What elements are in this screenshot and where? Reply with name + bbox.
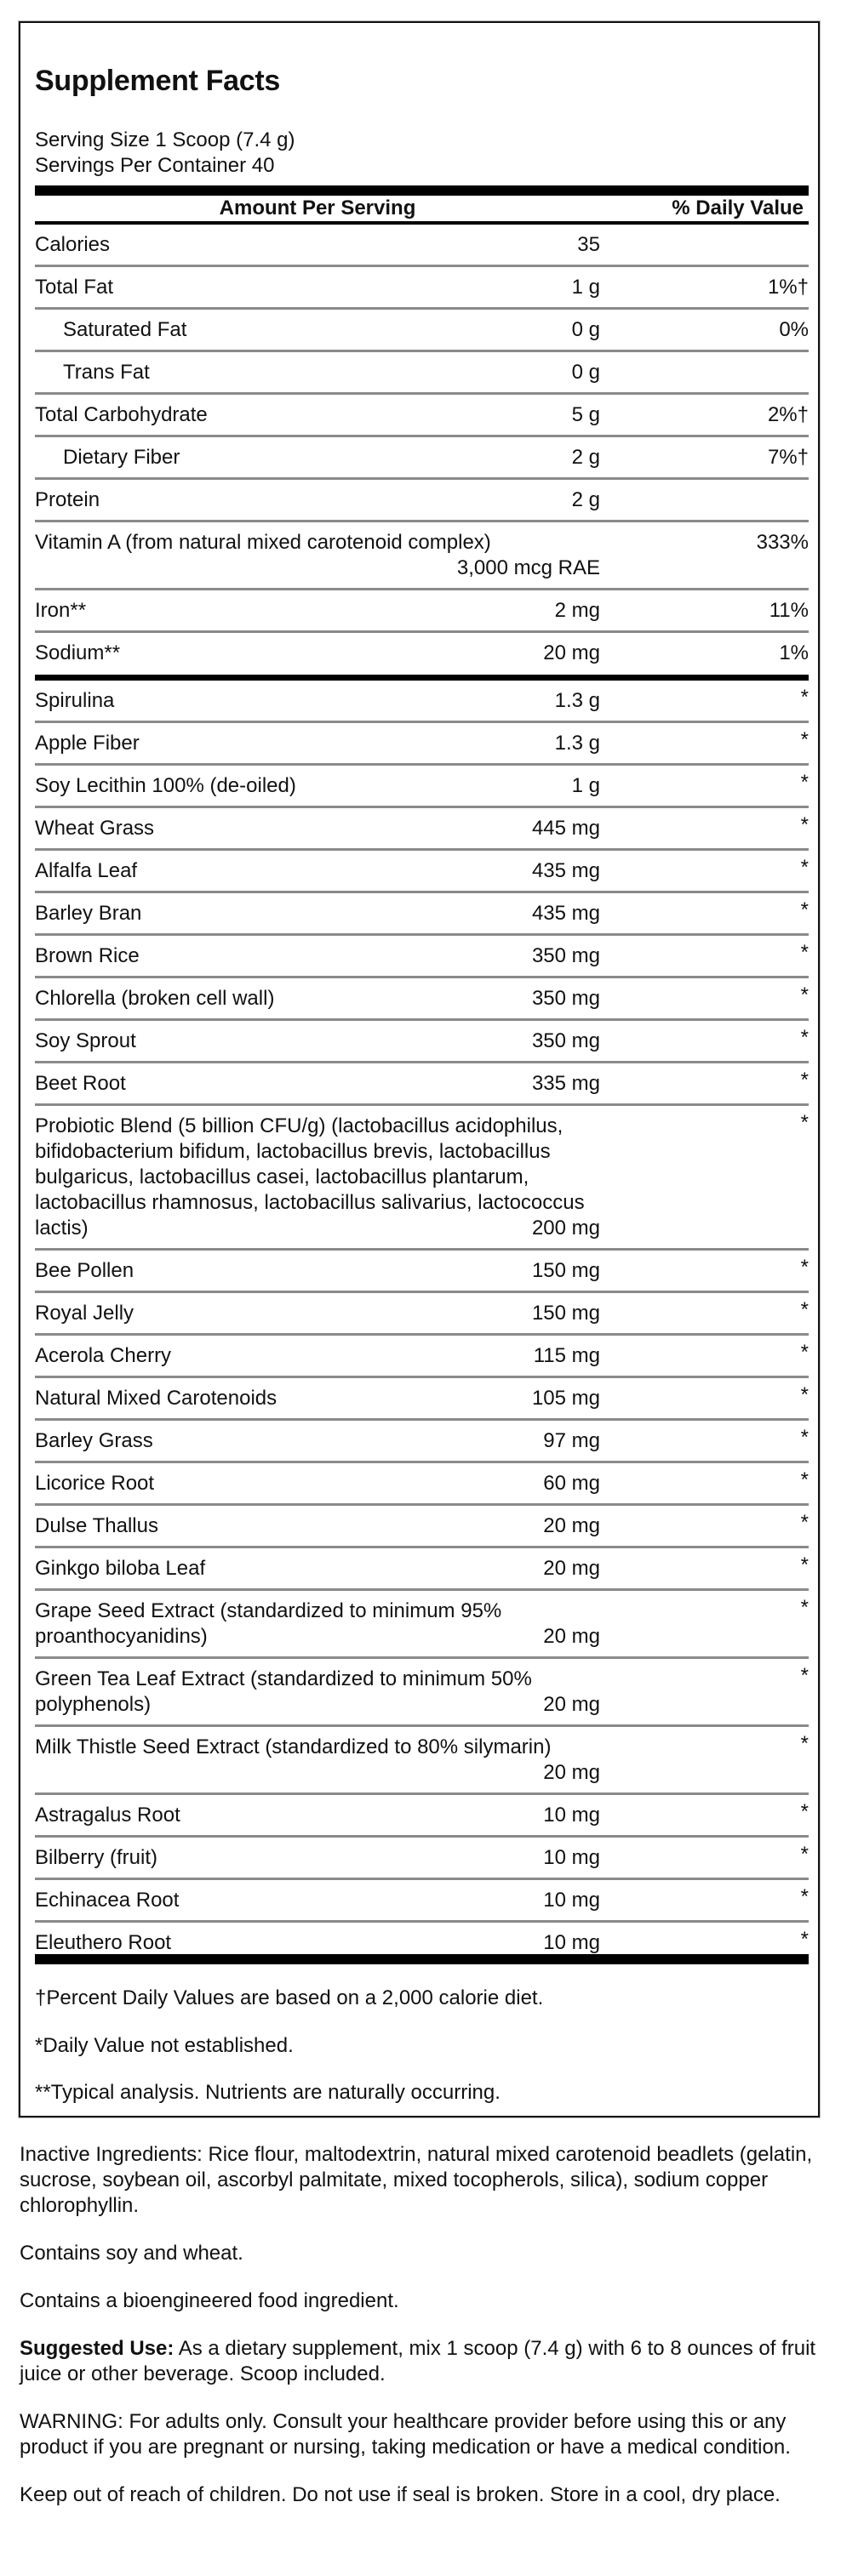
warning: WARNING: For adults only. Consult your healthcare provider before using this or any product if you are pregnant or nursing, taking medication or have a medical condition. — [20, 2410, 791, 2459]
table-row — [35, 1506, 809, 1548]
row-daily-value: * — [800, 1596, 809, 1619]
row-amount: 105 mg — [531, 1387, 600, 1410]
row-amount: 150 mg — [531, 1302, 600, 1325]
row-amount: 115 mg — [533, 1344, 600, 1367]
row-name: Trans Fat — [63, 361, 150, 384]
bioengineered-statement: Contains a bioengineered food ingredient. — [20, 2289, 399, 2312]
row-name: Saturated Fat — [63, 318, 187, 341]
row-name: Sodium** — [35, 641, 121, 664]
row-amount: 20 mg — [543, 1693, 600, 1716]
row-amount: 1.3 g — [554, 689, 600, 712]
table-row — [35, 1880, 809, 1923]
table-row — [35, 1336, 809, 1378]
row-daily-value: * — [800, 1800, 809, 1823]
row-daily-value: * — [800, 1843, 809, 1866]
row-name: Green Tea Leaf Extract (standardized to minimum 50% polyphenols) — [35, 1667, 532, 1716]
table-row — [35, 1063, 809, 1106]
row-daily-value: * — [800, 728, 809, 751]
row-name: Chlorella (broken cell wall) — [35, 987, 275, 1010]
row-amount: 97 mg — [543, 1429, 600, 1452]
table-row — [35, 723, 809, 766]
row-daily-value: * — [800, 1298, 809, 1321]
table-row — [35, 1659, 809, 1727]
row-daily-value: * — [800, 1664, 809, 1687]
row-name: Grape Seed Extract (standardized to minimum 95% proanthocyanidins) — [35, 1599, 502, 1648]
row-daily-value: * — [800, 813, 809, 836]
footnote-star: *Daily Value not established. — [35, 2034, 294, 2057]
row-daily-value: * — [800, 1468, 809, 1491]
row-amount: 435 mg — [531, 859, 600, 882]
row-amount: 20 mg — [543, 1625, 600, 1648]
row-name: Bilberry (fruit) — [35, 1846, 158, 1869]
row-daily-value: * — [800, 1069, 809, 1091]
row-amount: 60 mg — [543, 1472, 600, 1495]
row-name: Soy Lecithin 100% (de-oiled) — [35, 774, 296, 797]
table-row — [35, 633, 809, 673]
table-row — [35, 1293, 809, 1336]
row-daily-value: * — [800, 1885, 809, 1908]
row-name: Ginkgo biloba Leaf — [35, 1557, 206, 1580]
row-name: Echinacea Root — [35, 1889, 180, 1912]
nutrient-rows — [35, 225, 809, 673]
row-amount: 350 mg — [531, 944, 600, 967]
table-header — [35, 196, 809, 221]
row-name: Astragalus Root — [35, 1804, 180, 1827]
table-row — [35, 1838, 809, 1880]
table-row — [35, 225, 809, 267]
row-daily-value: * — [800, 1553, 809, 1576]
row-amount: 5 g — [571, 403, 600, 426]
row-name: Barley Grass — [35, 1429, 153, 1452]
row-name: Iron** — [35, 599, 87, 622]
header-amount: Amount Per Serving — [219, 197, 416, 219]
footnote-dv: †Percent Daily Values are based on a 2,000 calorie diet. — [35, 1986, 544, 2009]
table-row — [35, 1421, 809, 1463]
table-row — [35, 808, 809, 851]
row-amount: 1 g — [571, 774, 600, 797]
panel-title: Supplement Facts — [35, 65, 281, 97]
row-daily-value: * — [800, 1341, 809, 1364]
row-daily-value: * — [800, 1732, 809, 1755]
serving-info — [35, 128, 295, 179]
table-row — [35, 1591, 809, 1659]
row-amount: 2 mg — [554, 599, 600, 622]
row-name: Calories — [35, 233, 111, 256]
row-name: Apple Fiber — [35, 732, 140, 755]
supplement-facts-panel — [19, 21, 820, 2117]
row-amount: 20 mg — [543, 1761, 600, 1784]
row-amount: 1.3 g — [554, 732, 600, 755]
table-row — [35, 1021, 809, 1063]
table-row — [35, 766, 809, 808]
row-name: Dietary Fiber — [63, 446, 180, 469]
table-row — [35, 522, 809, 590]
footnote-typical: **Typical analysis. Nutrients are naturally occurring. — [35, 2081, 501, 2104]
suggested-use — [20, 2336, 828, 2387]
table-row — [35, 590, 809, 633]
row-amount: 445 mg — [531, 817, 600, 840]
row-name: Dulse Thallus — [35, 1514, 158, 1537]
row-daily-value: * — [800, 1928, 809, 1951]
row-name: Beet Root — [35, 1072, 126, 1095]
table-row — [35, 1106, 809, 1251]
table-row — [35, 267, 809, 310]
row-amount: 150 mg — [531, 1259, 600, 1282]
row-name: Spirulina — [35, 689, 115, 712]
row-daily-value: * — [800, 1383, 809, 1406]
row-amount: 200 mg — [531, 1217, 600, 1240]
table-row — [35, 681, 809, 723]
table-row — [35, 1548, 809, 1591]
allergen-statement: Contains soy and wheat. — [20, 2242, 243, 2265]
row-daily-value: * — [800, 1026, 809, 1049]
table-row — [35, 851, 809, 893]
row-daily-value: * — [800, 1426, 809, 1449]
row-amount: 1 g — [571, 276, 600, 299]
row-daily-value: 0% — [779, 318, 809, 341]
row-amount: 0 g — [571, 318, 600, 341]
row-name: Natural Mixed Carotenoids — [35, 1387, 277, 1410]
table-row — [35, 1463, 809, 1506]
row-name: Royal Jelly — [35, 1302, 134, 1325]
table-row — [35, 352, 809, 395]
row-name: Soy Sprout — [35, 1029, 136, 1052]
divider-section — [35, 675, 809, 681]
row-amount: 2 g — [571, 488, 600, 511]
table-row — [35, 310, 809, 352]
table-row — [35, 978, 809, 1021]
row-amount: 3,000 mcg RAE — [456, 556, 600, 579]
table-row — [35, 1251, 809, 1293]
table-row — [35, 1795, 809, 1838]
table-row — [35, 1378, 809, 1421]
row-name: Barley Bran — [35, 902, 142, 925]
row-name: Licorice Root — [35, 1472, 155, 1495]
row-name: Eleuthero Root — [35, 1931, 172, 1954]
row-daily-value: 333% — [756, 531, 809, 554]
row-daily-value: 1%† — [767, 276, 809, 299]
row-name: Protein — [35, 488, 100, 511]
row-name: Probiotic Blend (5 billion CFU/g) (lactobacillus acidophilus, bifidobacterium bifidum, lactobacillus brevis, lactobacillus bulgaricus, lactobacillus casei, lactobacillus plantarum, lactobacillus rhamnosus, lactobacillus salivarius, lactococcus lactis) — [35, 1114, 585, 1240]
row-amount: 20 mg — [543, 1514, 600, 1537]
row-amount: 0 g — [571, 361, 600, 384]
row-name: Vitamin A (from natural mixed carotenoid complex) — [35, 531, 491, 554]
row-amount: 2 g — [571, 446, 600, 469]
row-daily-value: * — [800, 941, 809, 964]
table-row — [35, 395, 809, 437]
row-daily-value: * — [800, 771, 809, 794]
row-amount: 20 mg — [543, 641, 600, 664]
row-daily-value: * — [800, 898, 809, 921]
servings-per-container: Servings Per Container 40 — [35, 154, 275, 177]
row-daily-value: * — [800, 1511, 809, 1534]
row-daily-value: * — [800, 1256, 809, 1279]
label-text — [20, 2142, 828, 2530]
table-row — [35, 1727, 809, 1795]
row-daily-value: * — [800, 686, 809, 709]
row-daily-value: 11% — [769, 599, 809, 622]
row-amount: 435 mg — [531, 902, 600, 925]
table-row — [35, 936, 809, 978]
table-row — [35, 893, 809, 936]
row-name: Milk Thistle Seed Extract (standardized to 80% silymarin) — [35, 1735, 552, 1758]
table-row — [35, 480, 809, 522]
row-daily-value: * — [800, 983, 809, 1006]
row-daily-value: 1% — [779, 641, 809, 664]
divider-bottom — [35, 1954, 809, 1964]
suggested-use-text: As a dietary supplement, mix 1 scoop (7.4 g) with 6 to 8 ounces of fruit juice or other beverage. Scoop included. — [20, 2337, 816, 2385]
row-amount: 350 mg — [531, 987, 600, 1010]
row-name: Total Carbohydrate — [35, 403, 208, 426]
row-amount: 10 mg — [543, 1931, 600, 1954]
row-amount: 10 mg — [543, 1846, 600, 1869]
row-daily-value: * — [800, 1111, 809, 1134]
ingredient-rows — [35, 681, 809, 1963]
row-amount: 10 mg — [543, 1804, 600, 1827]
row-amount: 20 mg — [543, 1557, 600, 1580]
row-daily-value: 2%† — [767, 403, 809, 426]
row-name: Brown Rice — [35, 944, 140, 967]
row-amount: 335 mg — [531, 1072, 600, 1095]
divider-thick — [35, 185, 809, 196]
inactive-ingredients: Inactive Ingredients: Rice flour, maltodextrin, natural mixed carotenoid beadlets (gelatin, sucrose, soybean oil, ascorbyl palmitate, mixed tocopherols, silica), sodium copper chlorophyllin. — [20, 2143, 813, 2217]
row-name: Acerola Cherry — [35, 1344, 172, 1367]
row-amount: 10 mg — [543, 1889, 600, 1912]
header-daily-value: % Daily Value — [672, 197, 804, 219]
suggested-use-label: Suggested Use: — [20, 2337, 174, 2360]
row-name: Wheat Grass — [35, 817, 155, 840]
serving-size: Serving Size 1 Scoop (7.4 g) — [35, 128, 295, 151]
row-daily-value: 7%† — [767, 446, 809, 469]
row-name: Alfalfa Leaf — [35, 859, 138, 882]
row-amount: 350 mg — [531, 1029, 600, 1052]
row-amount: 35 — [577, 233, 600, 256]
table-row — [35, 437, 809, 480]
row-name: Bee Pollen — [35, 1259, 134, 1282]
row-name: Total Fat — [35, 276, 114, 299]
row-daily-value: * — [800, 856, 809, 879]
storage: Keep out of reach of children. Do not use if seal is broken. Store in a cool, dry place. — [20, 2483, 781, 2506]
